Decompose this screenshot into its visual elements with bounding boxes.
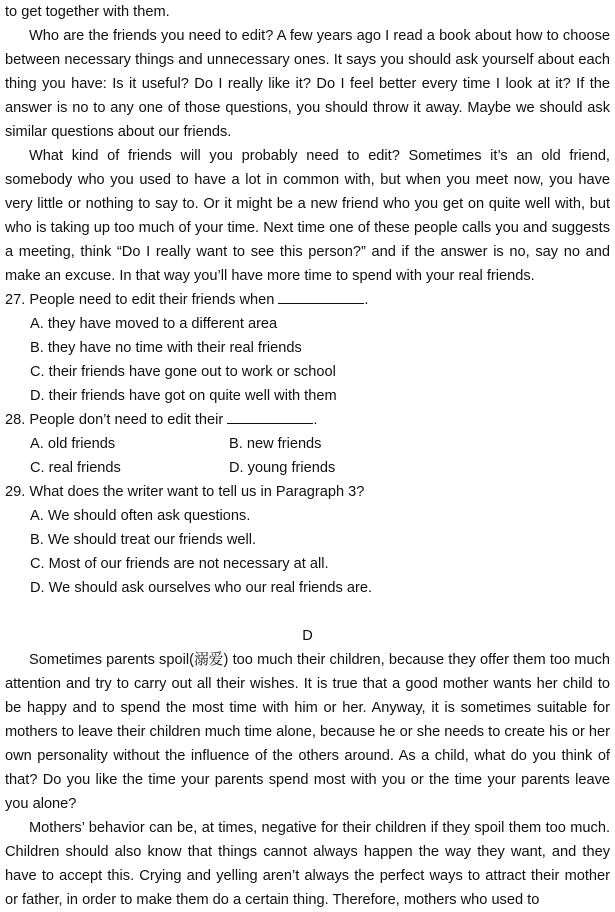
question-29-option-d: D. We should ask ourselves who our real friends are. [30, 580, 373, 596]
passage-c-paragraph-3: What kind of friends will you probably need to edit? Sometimes it’s an old friend, somebody who you used to have a lot in common with, but when you meet now, you have very little or nothing to say to. Or it might be a new friend who you get on quite well with, but who is taking up too much of your time. Next time one of these people calls you and suggests a meeting, think “Do I really want to see this person?” and if the answer is no, say no and make an excuse. In that way you’ll have more time to spend with your real friends. [5, 148, 610, 284]
question-27-option-c: C. their friends have gone out to work or school [30, 364, 336, 380]
question-28 [5, 408, 610, 480]
passage-c-paragraph-2: Who are the friends you need to edit? A few years ago I read a book about how to choose between necessary things and unnecessary ones. It says you should ask yourself about each thing you have: Is it useful? Do I really like it? Do I feel better every time I look at it? If the answer is no to any one of those questions, you should throw it away. Maybe we should ask similar questions about our friends. [5, 28, 610, 140]
passage-c-tail-line: to get together with them. [5, 4, 170, 20]
passage-d-paragraph-1: Sometimes parents spoil(溺爱) too much their children, because they offer them too much attention and try to carry out all their wishes. It is true that a good mother wants her child to be happy and to spend the most time with him or her. Anyway, it is sometimes suitable for mothers to leave their children much time alone, because he or she needs to create his or her own personality without the influence of the others around. As a child, what do you think of that? Do you like the time your parents spend most with you or the time your parents leave you alone? [5, 652, 610, 812]
question-27-stem [5, 288, 610, 312]
question-27 [5, 288, 610, 408]
passage-d-title: D [302, 628, 313, 644]
question-28-options-row-2 [5, 456, 610, 480]
question-27-option-b: B. they have no time with their real friends [30, 340, 302, 356]
question-28-option-b: B. new friends [229, 436, 322, 452]
question-28-option-c: C. real friends [30, 460, 121, 476]
question-28-stem-text: 28. People don’t need to edit their [5, 412, 224, 428]
question-28-end: . [313, 412, 318, 428]
question-27-end: . [364, 292, 369, 308]
question-28-option-a: A. old friends [30, 436, 116, 452]
question-27-stem-text: 27. People need to edit their friends when [5, 292, 275, 308]
question-28-stem [5, 408, 610, 432]
question-29-option-a: A. We should often ask questions. [30, 508, 251, 524]
answer-blank [278, 289, 364, 304]
question-28-options-row-1 [5, 432, 610, 456]
question-28-option-d: D. young friends [229, 460, 336, 476]
question-29-stem: 29. What does the writer want to tell us in Paragraph 3? [5, 484, 365, 500]
passage-d-paragraph-2: Mothers’ behavior can be, at times, negative for their children if they spoil them too much. Children should also know that things cannot always happen the way they want, and they have to accept this. Crying and yelling aren’t always the perfect ways to attract their mother or father, in order to make them do a certain thing. Therefore, mothers who used to [5, 820, 610, 908]
answer-blank [227, 409, 313, 424]
question-29 [5, 480, 610, 600]
question-29-option-c: C. Most of our friends are not necessary at all. [30, 556, 329, 572]
question-27-option-a: A. they have moved to a different area [30, 316, 278, 332]
question-29-option-b: B. We should treat our friends well. [30, 532, 257, 548]
question-27-option-d: D. their friends have got on quite well with them [30, 388, 337, 404]
